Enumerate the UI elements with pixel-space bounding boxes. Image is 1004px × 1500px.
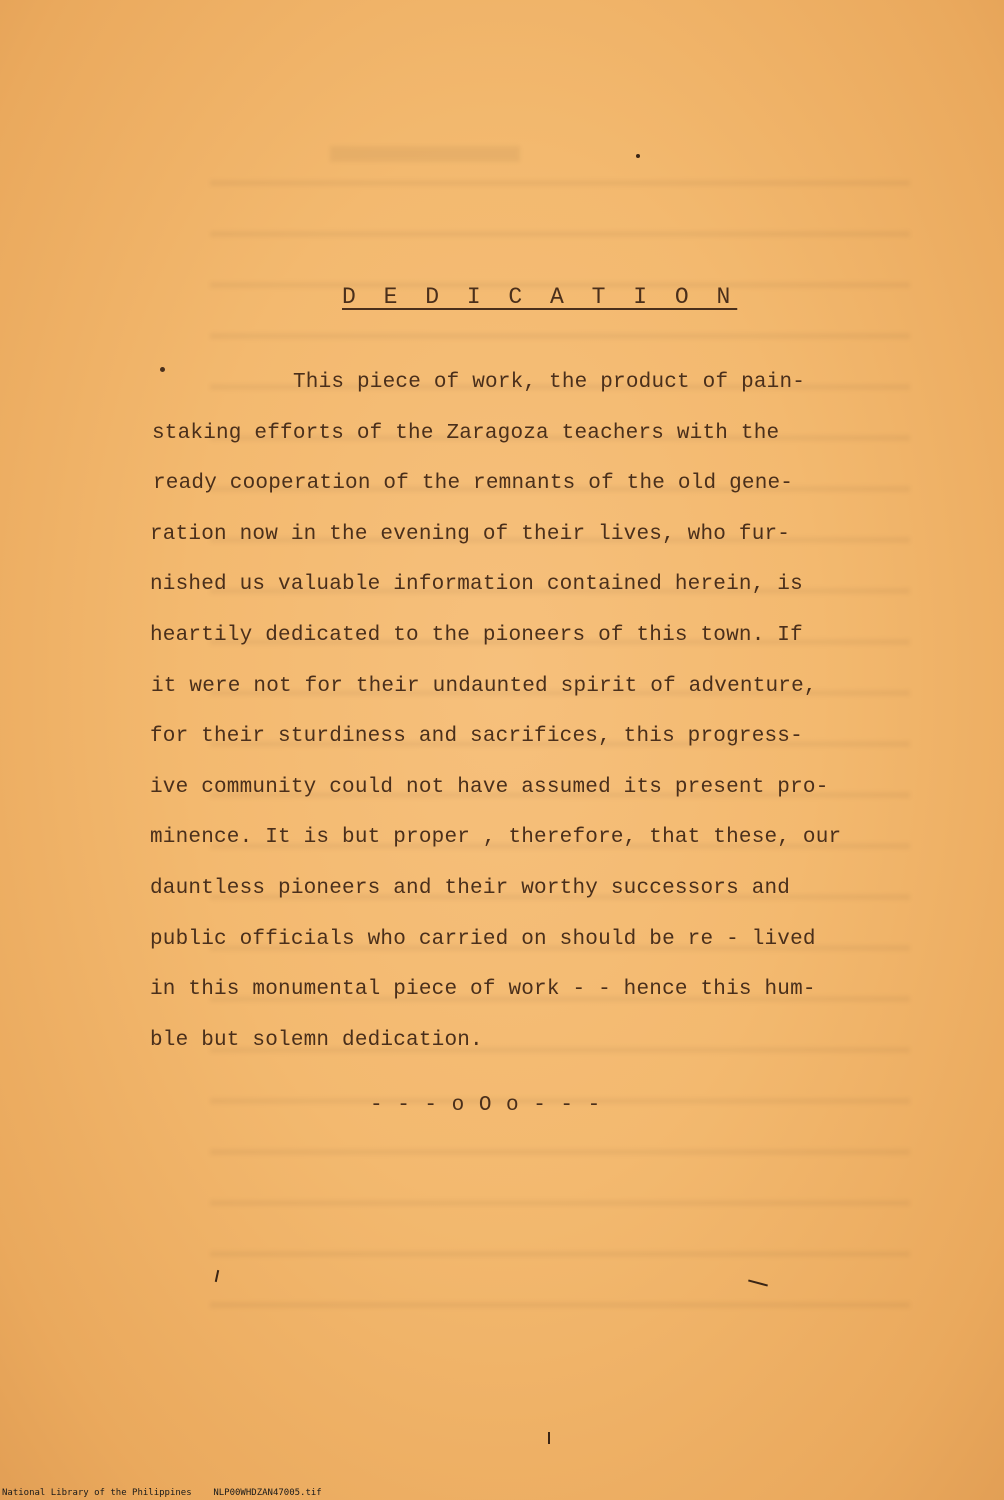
- pen-mark: [748, 1279, 768, 1286]
- body-line: minence. It is but proper , therefore, that these, our: [150, 826, 842, 850]
- archive-footer: [2, 1488, 322, 1498]
- pen-mark: [548, 1432, 550, 1444]
- body-line: nished us valuable information contained herein, is: [150, 573, 803, 597]
- body-line: it were not for their undaunted spirit of adventure,: [151, 674, 817, 698]
- footer-source: National Library of the Philippines: [2, 1488, 192, 1498]
- body-line: staking efforts of the Zaragoza teachers with the: [152, 421, 780, 445]
- body-line: This piece of work, the product of pain-: [293, 371, 806, 394]
- body-line: for their sturdiness and sacrifices, this progress-: [150, 725, 803, 749]
- body-line: ration now in the evening of their lives, who fur-: [150, 522, 791, 546]
- body-line: public officials who carried on should be re - lived: [150, 927, 816, 951]
- bleed-through-title: [330, 146, 520, 162]
- body-line: dauntless pioneers and their worthy successors and: [150, 876, 791, 900]
- body-line: in this monumental piece of work - - hence this hum-: [150, 978, 816, 1002]
- body-line: ready cooperation of the remnants of the old gene-: [153, 472, 794, 496]
- footer-filename: NLP00WHDZAN47005.tif: [213, 1488, 322, 1498]
- section-separator: - - - o O o - - -: [370, 1094, 602, 1117]
- dedication-body: [150, 358, 850, 1066]
- ink-speck: [636, 154, 640, 158]
- body-line: heartily dedicated to the pioneers of this town. If: [150, 623, 803, 647]
- page-title: D E D I C A T I O N: [342, 284, 738, 310]
- body-line: ble but solemn dedication.: [150, 1028, 483, 1052]
- pen-mark: [215, 1270, 219, 1282]
- body-line: ive community could not have assumed its present pro-: [150, 775, 829, 799]
